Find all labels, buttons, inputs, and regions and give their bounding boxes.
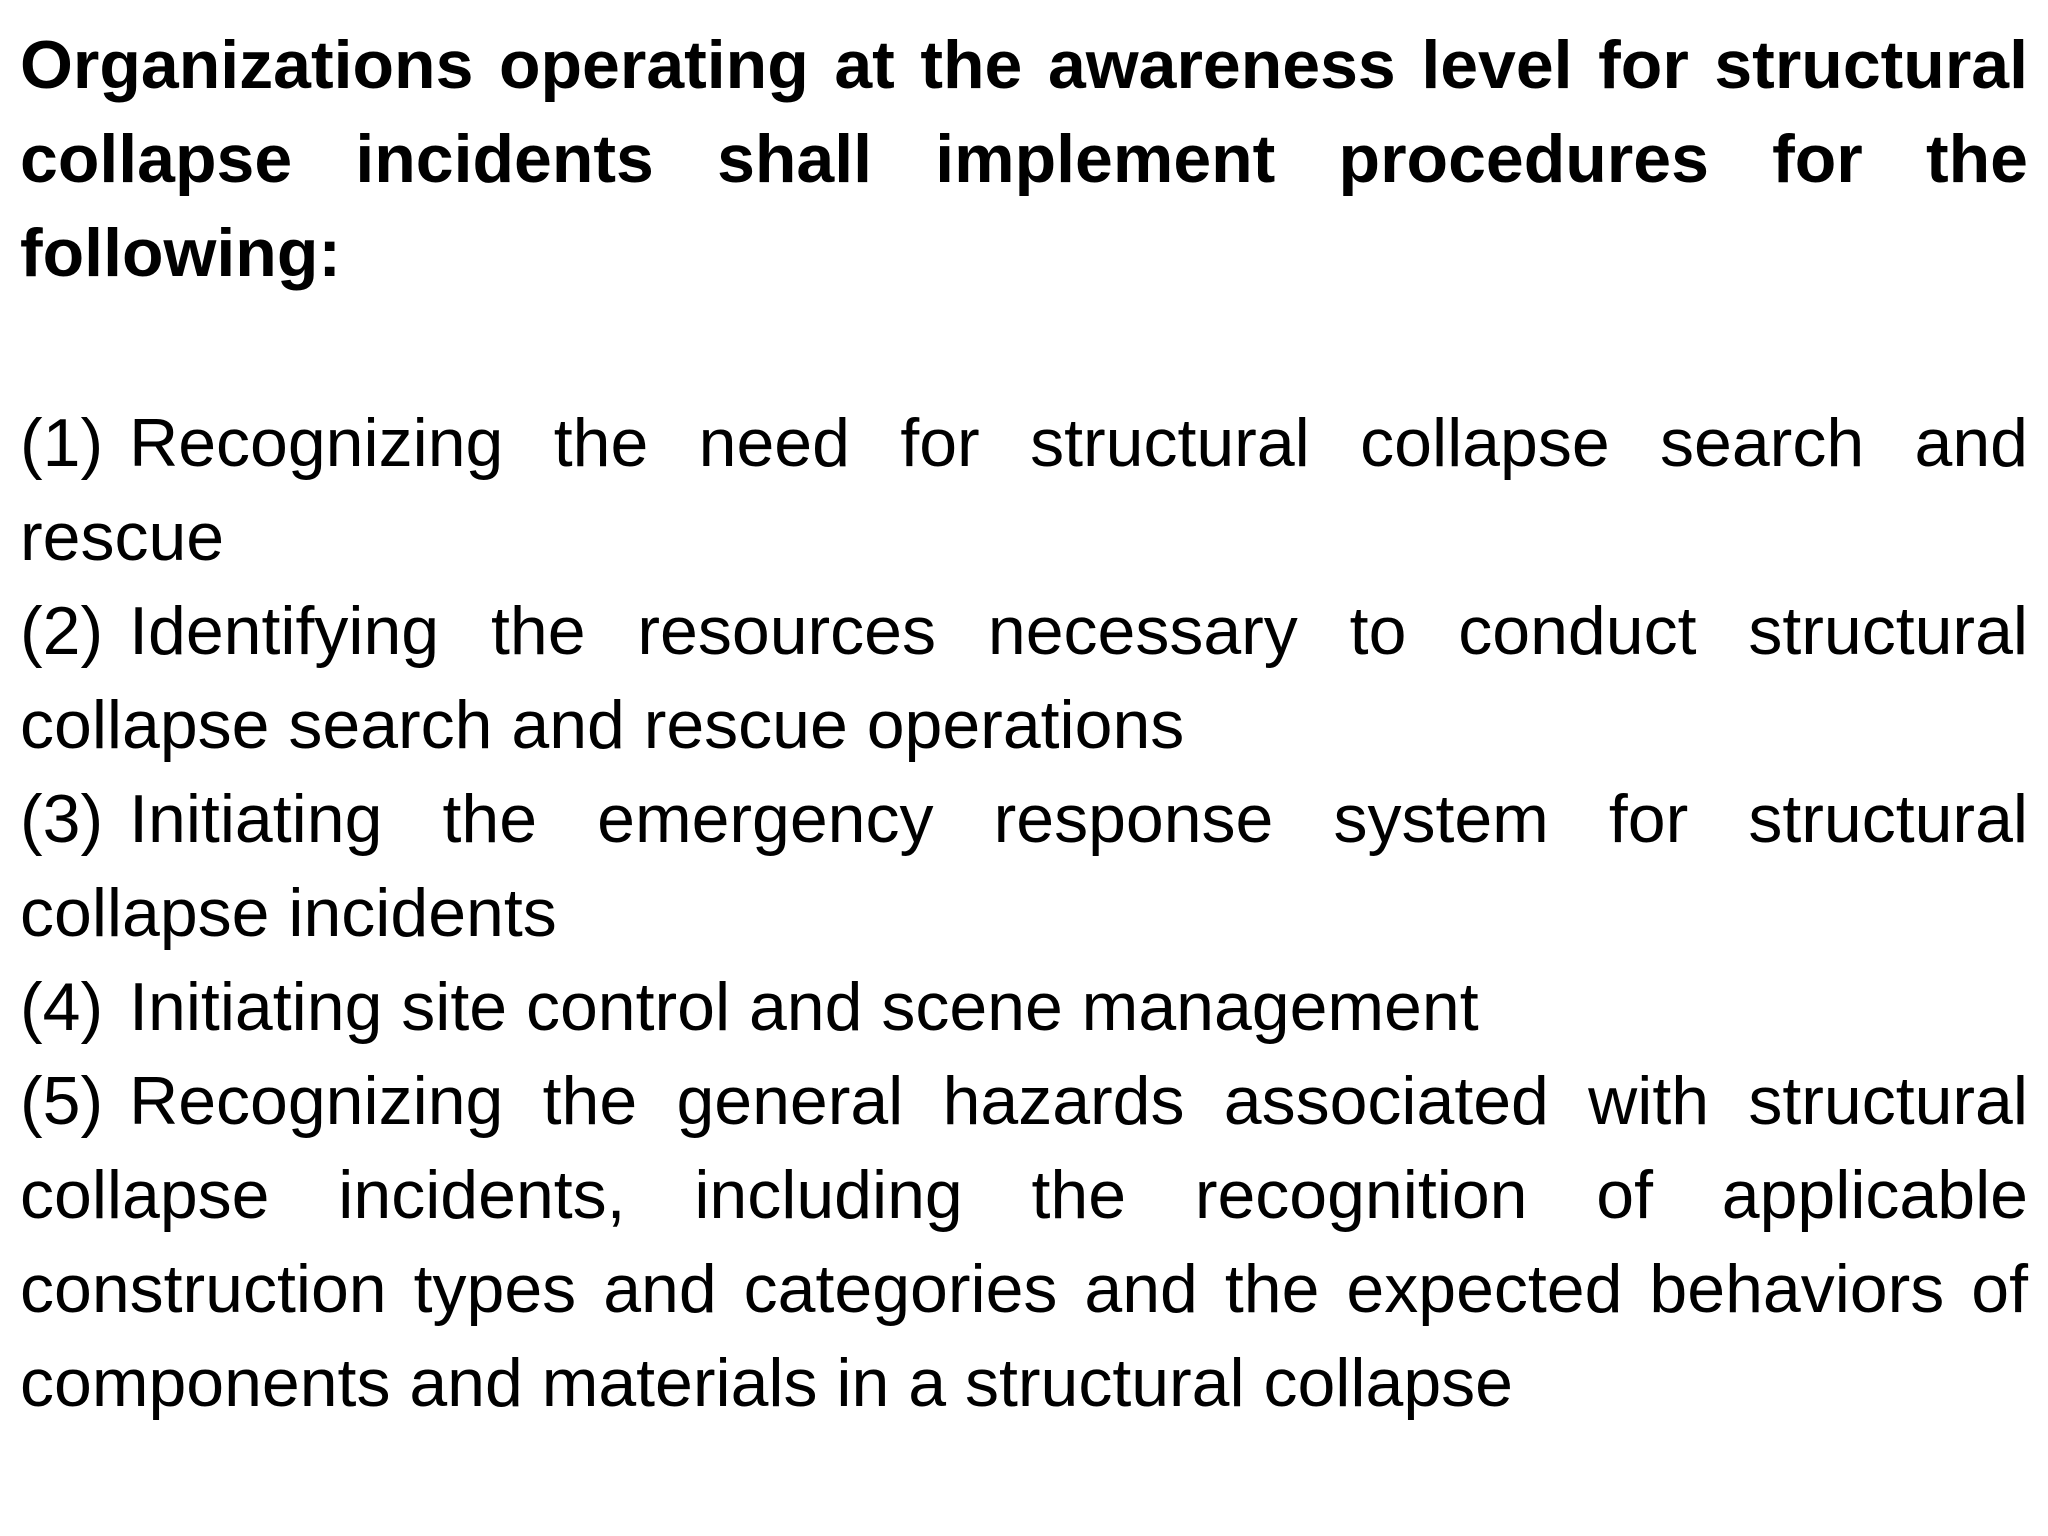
item-text: Recognizing the general hazards associated with structural collapse incidents, including the recognition of applicable construction types and categories and the expected behaviors of components and materials in a structural collapse: [20, 1063, 2028, 1421]
list-item: [20, 1054, 2028, 1430]
list-item: [20, 396, 2028, 584]
item-text: Initiating site control and scene management: [129, 969, 1479, 1045]
item-number: (3): [20, 781, 104, 857]
list-item: [20, 584, 2028, 772]
item-text: Initiating the emergency response system for structural collapse incidents: [20, 781, 2028, 951]
item-text: Identifying the resources necessary to conduct structural collapse search and rescue operations: [20, 593, 2028, 763]
item-number: (5): [20, 1063, 104, 1139]
list-item: [20, 960, 2028, 1054]
list-item: [20, 772, 2028, 960]
item-number: (4): [20, 969, 104, 1045]
procedure-list: [20, 396, 2028, 1430]
item-number: (1): [20, 405, 104, 481]
item-number: (2): [20, 593, 104, 669]
item-text: Recognizing the need for structural collapse search and rescue: [20, 405, 2028, 575]
slide-heading: Organizations operating at the awareness level for structural collapse incidents shall implement procedures for the following:: [20, 27, 2028, 291]
